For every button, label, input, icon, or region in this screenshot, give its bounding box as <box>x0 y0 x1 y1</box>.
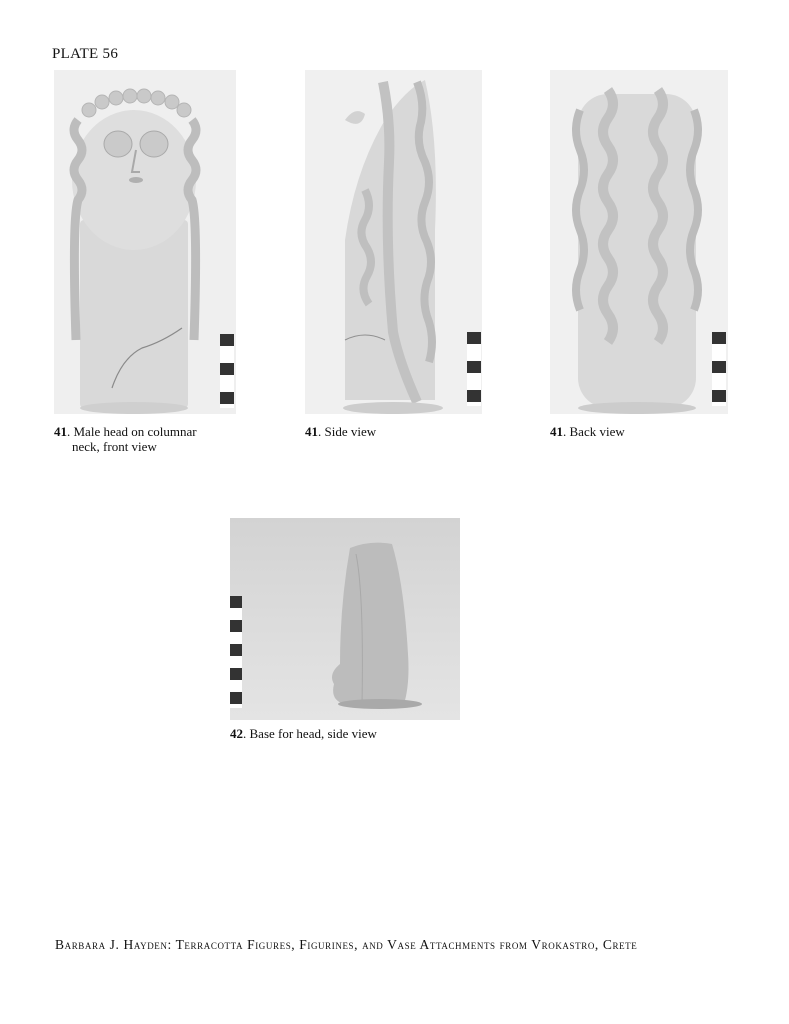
plate-title: PLATE 56 <box>52 46 119 62</box>
caption-figure-42 <box>230 726 377 741</box>
caption-text-line2: neck, front view <box>72 439 157 454</box>
photo-figure-41-back <box>550 70 728 414</box>
caption-figure-41-back <box>550 424 625 439</box>
caption-figure-41-front <box>54 424 197 454</box>
photo-figure-42 <box>230 518 460 720</box>
caption-text: . Back view <box>563 424 625 439</box>
photo-figure-41-front <box>54 70 236 414</box>
figure-number: 42 <box>230 726 243 741</box>
caption-text: . Base for head, side view <box>243 726 377 741</box>
running-footer: Barbara J. Hayden: Terracotta Figures, Figurines, and Vase Attachments from Vrokastro, Crete <box>55 937 638 952</box>
caption-figure-41-side <box>305 424 376 439</box>
caption-text: . Male head on columnar <box>67 424 197 439</box>
figure-number: 41 <box>550 424 563 439</box>
photo-figure-41-side <box>305 70 482 414</box>
figure-number: 41 <box>54 424 67 439</box>
caption-text: . Side view <box>318 424 377 439</box>
figure-number: 41 <box>305 424 318 439</box>
